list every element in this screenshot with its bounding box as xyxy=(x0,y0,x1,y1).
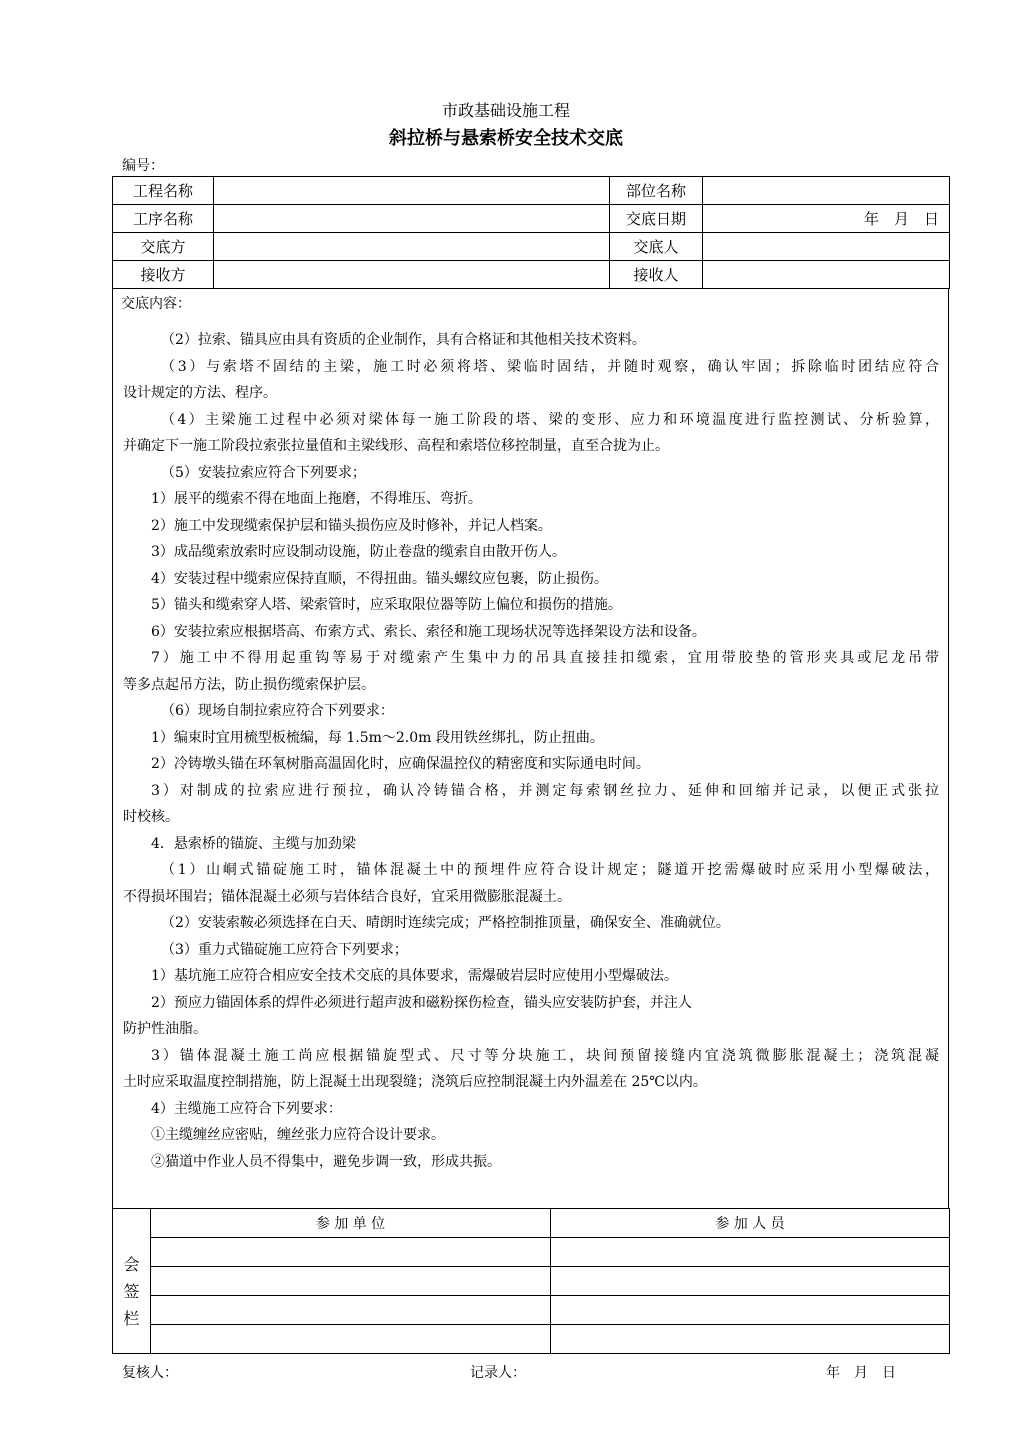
table-row xyxy=(113,177,950,205)
receiver-person-label: 接收人 xyxy=(610,261,703,289)
table-row xyxy=(113,1209,950,1238)
project-name-label: 工程名称 xyxy=(113,177,214,205)
person-field[interactable] xyxy=(551,1325,950,1354)
date-field[interactable] xyxy=(703,205,950,233)
unit-field[interactable] xyxy=(151,1296,551,1325)
table-row xyxy=(113,1296,950,1325)
content-line: 3）成品缆索放索时应设制动设施，防止卷盘的缆索自由散开伤人。 xyxy=(151,544,566,560)
content-line: 4．悬索桥的锚旋、主缆与加劲梁 xyxy=(151,835,356,852)
content-line: 3）对制成的拉索应进行预拉，确认冷铸锚合格，并测定每索钢丝拉力、延伸和回缩并记录，以便正式张拉 xyxy=(151,782,939,799)
table-row xyxy=(113,205,950,233)
issuer-person-label: 交底人 xyxy=(610,233,703,261)
date-placeholder: 年 月 日 xyxy=(863,210,939,228)
content-line: 土时应采取温度控制措施，防上混凝土出现裂缝；浇筑后应控制混凝土内外温差在 25℃以内。 xyxy=(123,1074,707,1090)
content-line: 5）锚头和缆索穿人塔、梁索管时，应采取限位器等防上偏位和损伤的措施。 xyxy=(151,597,622,613)
content-line: 1）基坑施工应符合相应安全技术交底的具体要求，需爆破岩层时应使用小型爆破法。 xyxy=(151,968,678,984)
content-line: 2）冷铸墩头锚在环氧树脂高温固化时，应确保温控仪的精密度和实际通电时间。 xyxy=(151,756,650,772)
content-line: 3）锚体混凝土施工尚应根据锚旋型式、尺寸等分块施工，块间预留接缝内宜浇筑微膨胀混凝土；浇筑混凝 xyxy=(151,1047,939,1064)
content-line: 不得损坏围岩；锚体混凝土必须与岩体结合良好，宜采用微膨胀混凝土。 xyxy=(123,888,571,905)
person-field[interactable] xyxy=(551,1296,950,1325)
table-row xyxy=(113,261,950,289)
content-line: （3）重力式锚碇施工应符合下列要求； xyxy=(161,941,408,958)
content-section xyxy=(112,289,949,1208)
project-name-field[interactable] xyxy=(214,177,610,205)
content-line: （6）现场自制拉索应符合下列要求： xyxy=(161,703,394,719)
content-line: （1）山峒式锚碇施工时，锚体混凝土中的预埋件应符合设计规定；隧道开挖需爆破时应采用小型爆破法， xyxy=(161,862,939,878)
content-line: （5）安装拉索应符合下列要求； xyxy=(161,464,366,481)
table-row xyxy=(113,1267,950,1296)
content-label: 交底内容： xyxy=(121,296,191,312)
content-line: （4）主梁施工过程中必须对梁体每一施工阶段的塔、梁的变形、应力和环境温度进行监控测试、分析验算， xyxy=(161,411,939,428)
content-line: ②猫道中作业人员不得集中，避免步调一致，形成共振。 xyxy=(151,1153,501,1170)
recorder-label: 记录人： xyxy=(470,1365,526,1381)
process-name-field[interactable] xyxy=(214,205,610,233)
person-header: 参 加 人 员 xyxy=(551,1209,950,1238)
unit-header: 参 加 单 位 xyxy=(151,1209,551,1238)
content-line: 防护性油脂。 xyxy=(123,1021,207,1037)
content-line: 2）施工中发现缆索保护层和锚头损伤应及时修补，并记人档案。 xyxy=(151,517,552,534)
content-body xyxy=(123,327,939,1175)
content-line: 1）编束时宜用梳型板梳编，每 1.5m～2.0m 段用铁丝绑扎，防止扭曲。 xyxy=(151,729,604,746)
organization-heading: 市政基础设施工程 xyxy=(441,101,570,120)
content-line: 等多点起吊方法，防止损伤缆索保护层。 xyxy=(123,676,375,693)
receiver-party-label: 接收方 xyxy=(113,261,214,289)
footer-date: 年 月 日 xyxy=(826,1365,896,1381)
part-name-label: 部位名称 xyxy=(610,177,703,205)
issuer-person-field[interactable] xyxy=(703,233,950,261)
content-line: 2）预应力锚固体系的焊件必须进行超声波和磁粉探伤检查，锚头应安装防护套，并注人 xyxy=(151,994,692,1011)
date-label: 交底日期 xyxy=(610,205,703,233)
content-line: 并确定下一施工阶段拉索张拉量值和主梁线形、高程和索塔位移控制量，直至合拢为止。 xyxy=(123,438,669,454)
unit-field[interactable] xyxy=(151,1325,551,1354)
receiver-person-field[interactable] xyxy=(703,261,950,289)
document-number-label: 编号： xyxy=(122,158,164,174)
table-row xyxy=(113,1238,950,1267)
unit-field[interactable] xyxy=(151,1267,551,1296)
sign-section-cell xyxy=(113,1209,151,1354)
content-line: （2）拉索、锚具应由具有资质的企业制作，具有合格证和其他相关技术资料。 xyxy=(161,332,646,348)
issuer-party-label: 交底方 xyxy=(113,233,214,261)
document-title: 斜拉桥与悬索桥安全技术交底 xyxy=(389,128,623,149)
content-line: （3）与索塔不固结的主梁，施工时必须将塔、梁临时固结，并随时观察，确认牢固；拆除临时团结应符合 xyxy=(161,358,939,375)
sign-table xyxy=(112,1208,950,1354)
person-field[interactable] xyxy=(551,1267,950,1296)
info-table xyxy=(112,176,950,289)
reviewer-label: 复核人： xyxy=(122,1365,178,1381)
receiver-party-field[interactable] xyxy=(214,261,610,289)
content-line: 6）安装拉索应根据塔高、布索方式、索长、索径和施工现场状况等选择架设方法和设备。 xyxy=(151,623,706,640)
content-line: （2）安装索鞍必须选择在白天、晴朗时连续完成；严格控制推顶量，确保安全、准确就位。 xyxy=(161,915,730,931)
table-row xyxy=(113,1325,950,1354)
sign-section-label: 会 签 栏 xyxy=(123,1254,140,1328)
content-line: ①主缆缠丝应密贴，缠丝张力应符合设计要求。 xyxy=(151,1127,445,1143)
content-line: 7）施工中不得用起重钩等易于对缆索产生集中力的吊具直接挂扣缆索，宜用带胶垫的管形夹具或尼龙吊带 xyxy=(151,650,939,666)
unit-field[interactable] xyxy=(151,1238,551,1267)
content-line: 4）安装过程中缆索应保持直顺，不得扭曲。锚头螺纹应包裹，防止损伤。 xyxy=(151,570,608,587)
issuer-party-field[interactable] xyxy=(214,233,610,261)
content-line: 设计规定的方法、程序。 xyxy=(123,385,277,401)
content-line: 时校核。 xyxy=(123,809,179,825)
person-field[interactable] xyxy=(551,1238,950,1267)
content-line: 4）主缆施工应符合下列要求： xyxy=(151,1100,342,1117)
part-name-field[interactable] xyxy=(703,177,950,205)
content-line: 1）展平的缆索不得在地面上拖磨，不得堆压、弯折。 xyxy=(151,491,482,507)
process-name-label: 工序名称 xyxy=(113,205,214,233)
table-row xyxy=(113,233,950,261)
